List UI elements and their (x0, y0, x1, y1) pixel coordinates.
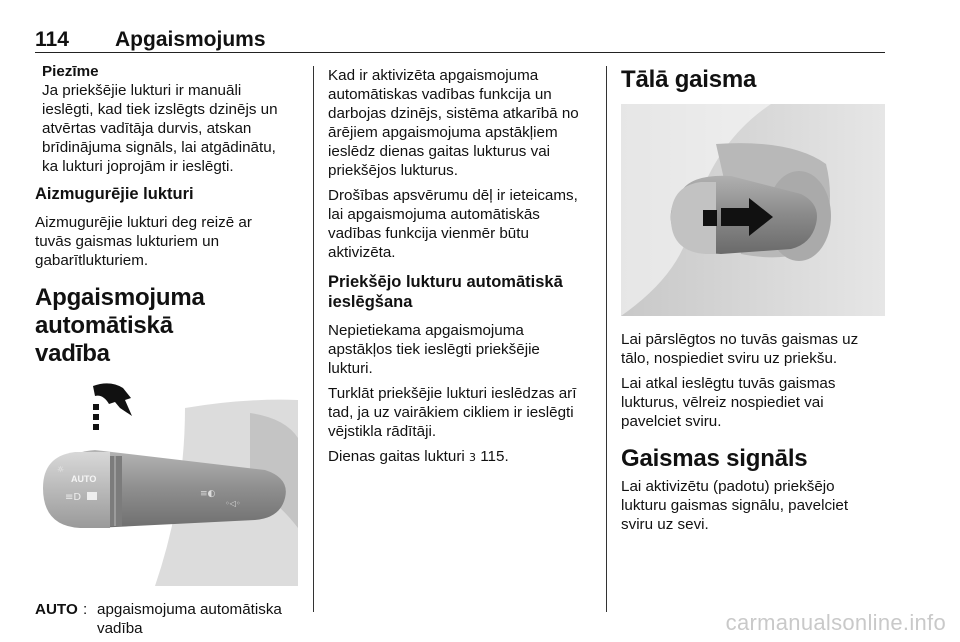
header-rule (35, 52, 885, 53)
page-header (35, 28, 885, 52)
column-divider (313, 66, 314, 612)
high-beam-heading: Tālā gaisma (621, 66, 757, 93)
definition-text: apgaismojuma automātiska vadība (97, 601, 282, 637)
auto-paragraph-4: Turklāt priekšējie lukturi ieslēdzas arī tad, ja uz vairākiem cikliem ir ieslēgti vējstikla rādītāji. (328, 385, 577, 440)
svg-text:≡◐: ≡◐ (200, 489, 216, 499)
svg-text:☼: ☼ (57, 465, 65, 474)
chapter-title: Apgaismojums (115, 28, 266, 51)
auto-position-label: AUTO (71, 474, 97, 484)
definition-term: AUTO (35, 601, 78, 618)
cross-reference[interactable] (328, 447, 598, 467)
svg-text:◦◁◦: ◦◁◦ (225, 499, 241, 508)
high-beam-paragraph-1: Lai pārslēgtos no tuvās gaismas uz tālo, nospiediet sviru uz priekšu. (621, 331, 859, 367)
auto-switch-illustration (35, 378, 298, 586)
note-line: ieslēgti, kad tiek izslēgts dzinējs un (42, 101, 278, 118)
rear-lights-paragraph: Aizmugurējie lukturi deg reizē ar tuvās gaismas lukturiem un gabarītlukturiem. (35, 214, 252, 269)
note-line: Ja priekšējie lukturi ir manuāli (42, 82, 242, 99)
auto-paragraph-3: Nepietiekama apgaismojuma apstākļos tiek ieslēgti priekšējie lukturi. (328, 322, 540, 377)
auto-definition (35, 600, 300, 638)
note-block (35, 62, 300, 176)
reference-arrow-icon: 3 (469, 451, 476, 464)
headlight-flash-heading: Gaismas signāls (621, 445, 808, 472)
high-beam-illustration (621, 104, 885, 316)
auto-light-heading: Apgaismojuma automātiskā vadība (35, 284, 205, 367)
column-2 (328, 66, 598, 473)
note-line: brīdinājuma signāls, lai atgādinātu, (42, 139, 276, 156)
high-beam-paragraph-2: Lai atkal ieslēgtu tuvās gaismas lukturus, vēlreiz nospiediet vai pavelciet sviru. (621, 375, 836, 430)
auto-on-heading: Priekšējo lukturu automātiskā ieslēgšana (328, 273, 563, 311)
column-1 (35, 62, 300, 638)
column-3 (621, 66, 886, 540)
page-number: 114 (35, 28, 69, 51)
svg-text:≡D: ≡D (65, 492, 82, 503)
auto-paragraph-1: Kad ir aktivizēta apgaismojuma automātiskas vadības funkcija un darbojas dzinējs, sistēma atkarībā no ārējiem apgaismojuma apstākļiem ieslēdz dienas gaitas lukturus vai priekšējos lukturus. (328, 67, 579, 179)
note-line: atvērtas vadītāja durvis, atskan (42, 120, 252, 137)
rear-lights-heading: Aizmugurējie lukturi (35, 185, 194, 203)
column-divider (606, 66, 607, 612)
headlight-flash-paragraph: Lai aktivizētu (padotu) priekšējo lukturu gaismas signālu, pavelciet sviru uz sevi. (621, 478, 849, 533)
cross-reference-page: 115. (480, 448, 509, 465)
cross-reference-text: Dienas gaitas lukturi (328, 448, 465, 465)
watermark: carmanualsonline.info (725, 610, 946, 635)
note-line: ka lukturi joprojām ir ieslēgti. (42, 158, 234, 175)
auto-paragraph-2: Drošības apsvērumu dēļ ir ieteicams, lai apgaismojuma automātiskās vadības funkcija vienmēr būtu aktivizēta. (328, 187, 578, 261)
definition-colon: : (83, 601, 88, 618)
note-title: Piezīme (42, 63, 99, 80)
